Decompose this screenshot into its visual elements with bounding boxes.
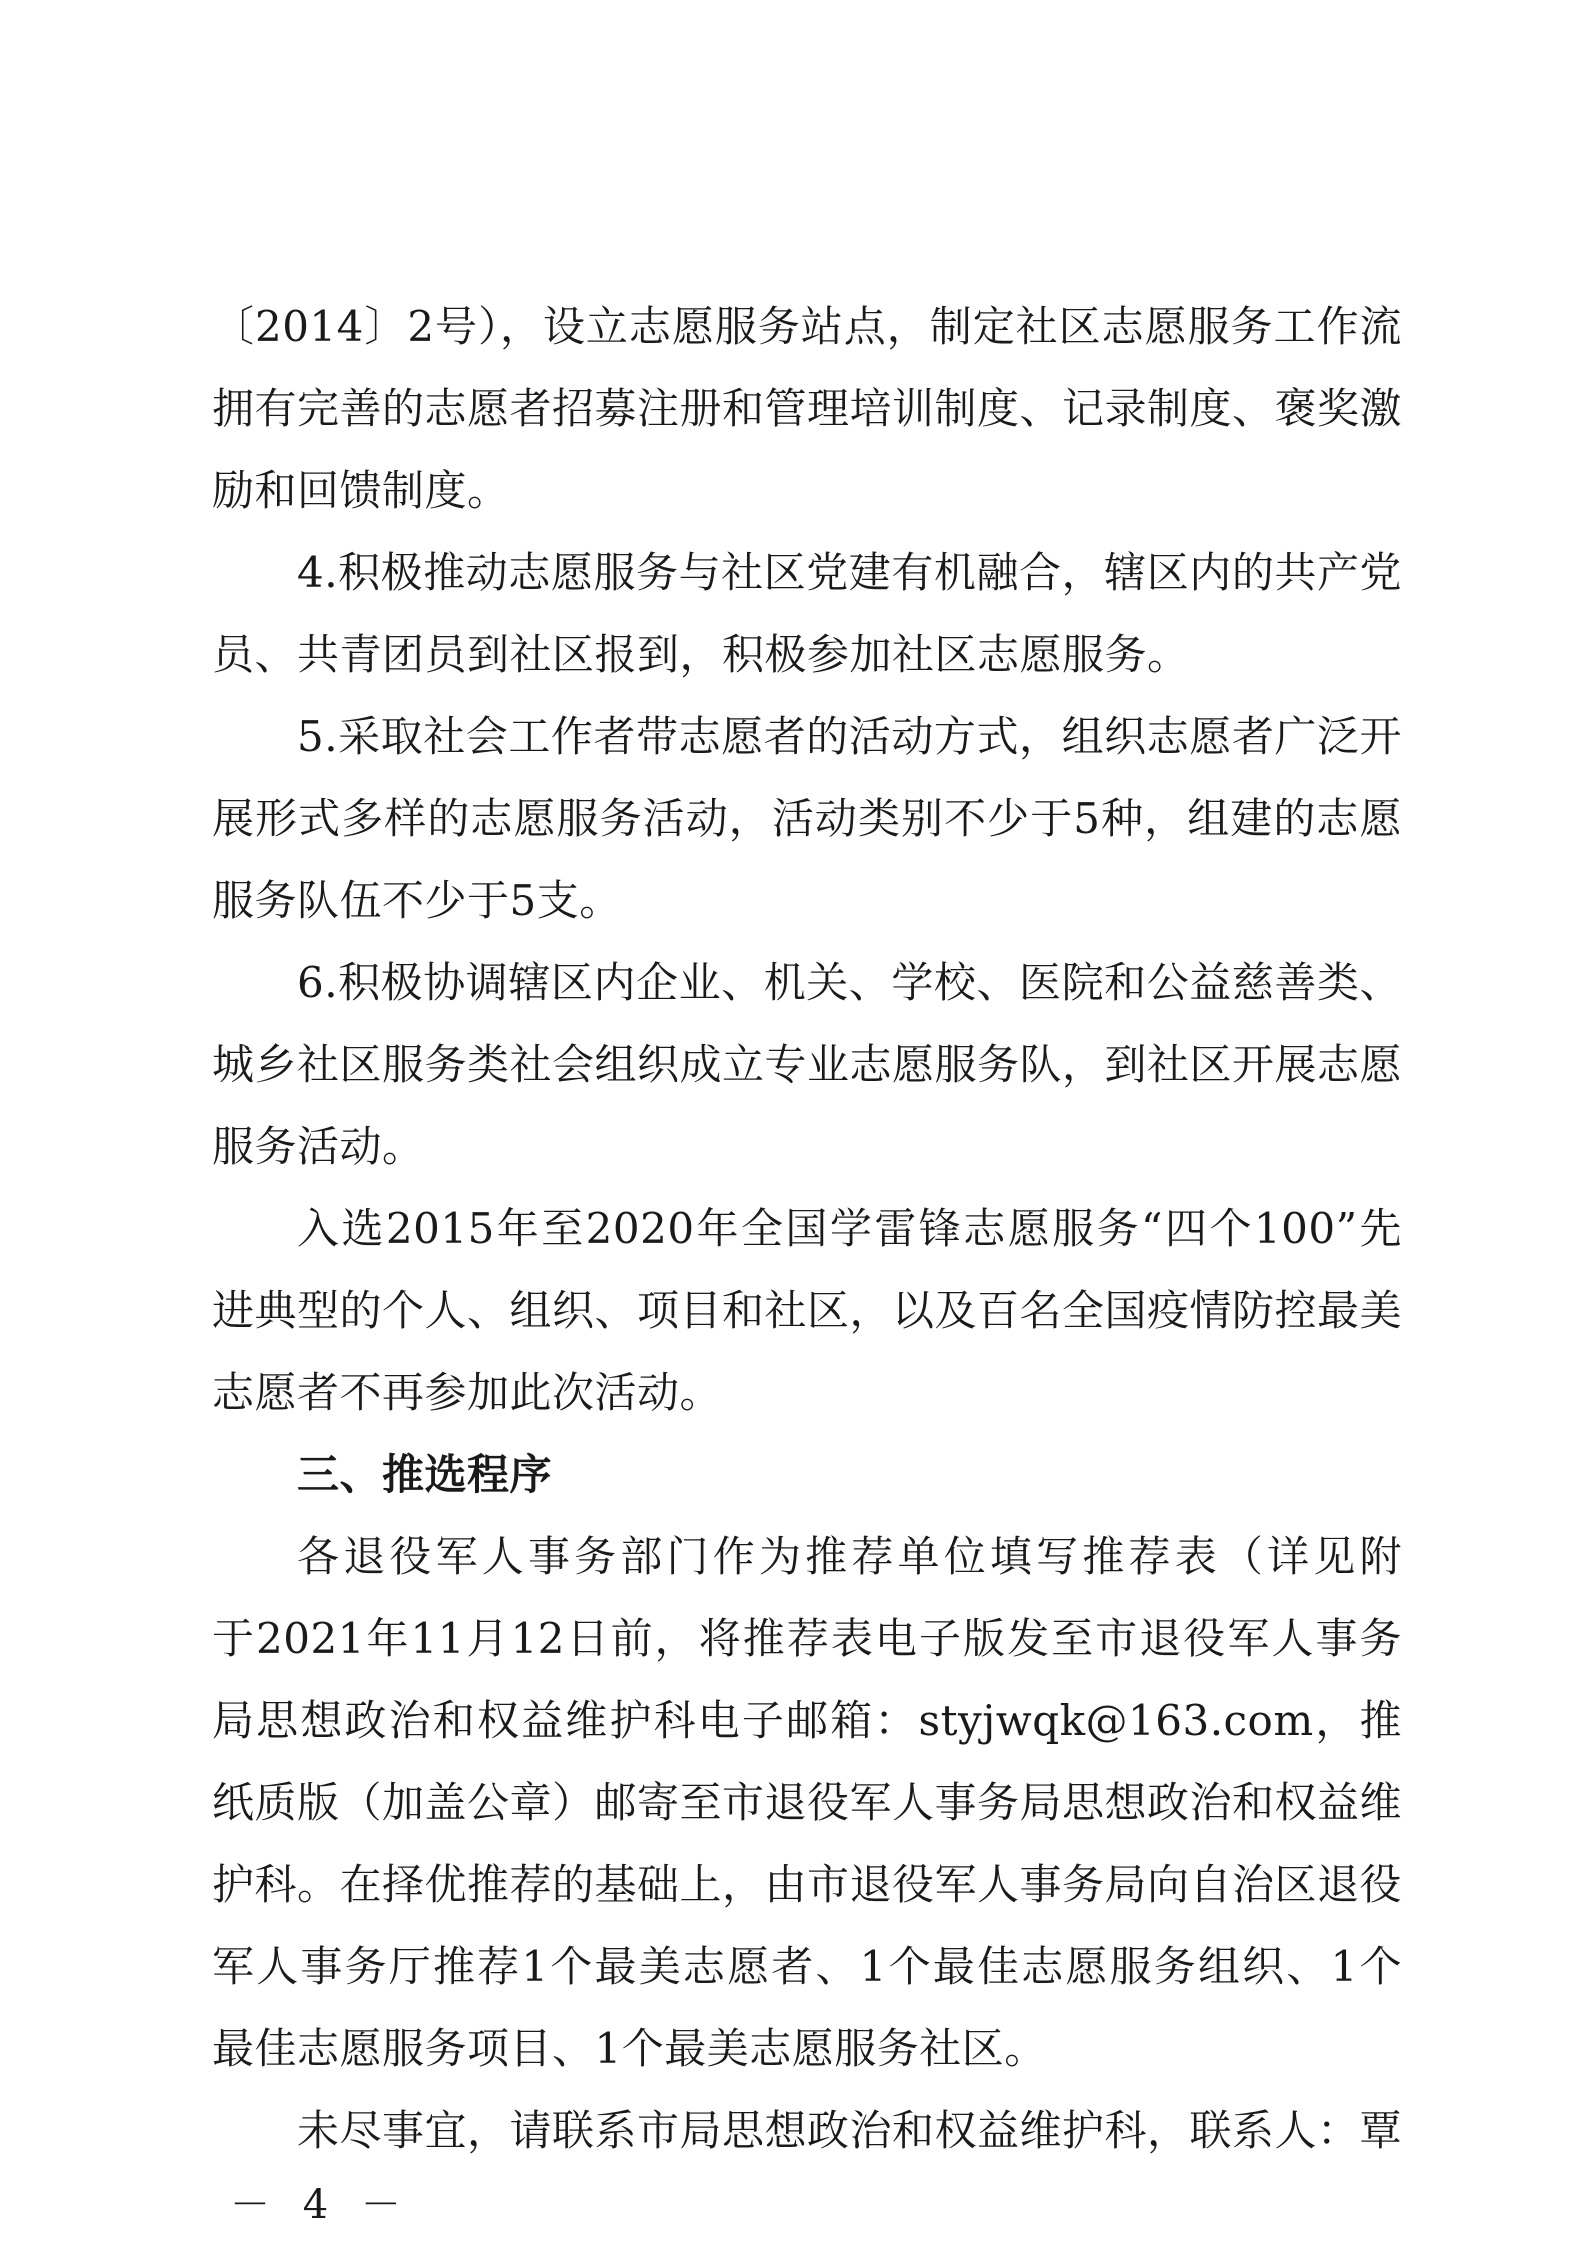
body-text-line: 城乡社区服务类社会组织成立专业志愿服务队，到社区开展志愿 — [212, 1040, 1402, 1089]
page-number: － 4 － — [230, 2182, 411, 2228]
body-text-line: 护科。在择优推荐的基础上，由市退役军人事务局向自治区退役 — [212, 1860, 1402, 1909]
body-text-line: 进典型的个人、组织、项目和社区，以及百名全国疫情防控最美 — [212, 1286, 1402, 1335]
body-text-line: 志愿者不再参加此次活动。 — [212, 1368, 723, 1417]
body-text-line: 军人事务厅推荐1个最美志愿者、1个最佳志愿服务组织、1个 — [212, 1942, 1402, 1991]
email-text-line: 局思想政治和权益维护科电子邮箱：styjwqk@163.com，推 — [212, 1696, 1402, 1745]
body-text-line: 展形式多样的志愿服务活动，活动类别不少于5种，组建的志愿 — [212, 794, 1402, 843]
body-text-line: 拥有完善的志愿者招募注册和管理培训制度、记录制度、褒奖激 — [212, 384, 1402, 433]
section-heading: 三、推选程序 — [297, 1450, 553, 1499]
body-text-line: 纸质版（加盖公章）邮寄至市退役军人事务局思想政治和权益维 — [212, 1778, 1402, 1827]
body-text-line: 员、共青团员到社区报到，积极参加社区志愿服务。 — [212, 630, 1190, 679]
body-text-line: 入选2015年至2020年全国学雷锋志愿服务“四个100”先 — [297, 1204, 1402, 1253]
body-text-line: 服务活动。 — [212, 1122, 425, 1171]
body-text-line: 未尽事宜，请联系市局思想政治和权益维护科，联系人：覃 — [297, 2106, 1402, 2155]
body-text-line: 各退役军人事务部门作为推荐单位填写推荐表（详见附 — [297, 1532, 1402, 1581]
body-text-line: 〔2014〕2号），设立志愿服务站点，制定社区志愿服务工作流 — [212, 302, 1402, 351]
body-text-line: 于2021年11月12日前，将推荐表电子版发至市退役军人事务 — [212, 1614, 1402, 1663]
list-item-5: 5.采取社会工作者带志愿者的活动方式，组织志愿者广泛开 — [297, 712, 1402, 761]
body-text-line: 励和回馈制度。 — [212, 466, 510, 515]
list-item-6: 6.积极协调辖区内企业、机关、学校、医院和公益慈善类、 — [297, 958, 1402, 1007]
list-item-4: 4.积极推动志愿服务与社区党建有机融合，辖区内的共产党 — [297, 548, 1402, 597]
body-text-line: 服务队伍不少于5支。 — [212, 876, 622, 925]
body-text-line: 最佳志愿服务项目、1个最美志愿服务社区。 — [212, 2024, 1047, 2073]
